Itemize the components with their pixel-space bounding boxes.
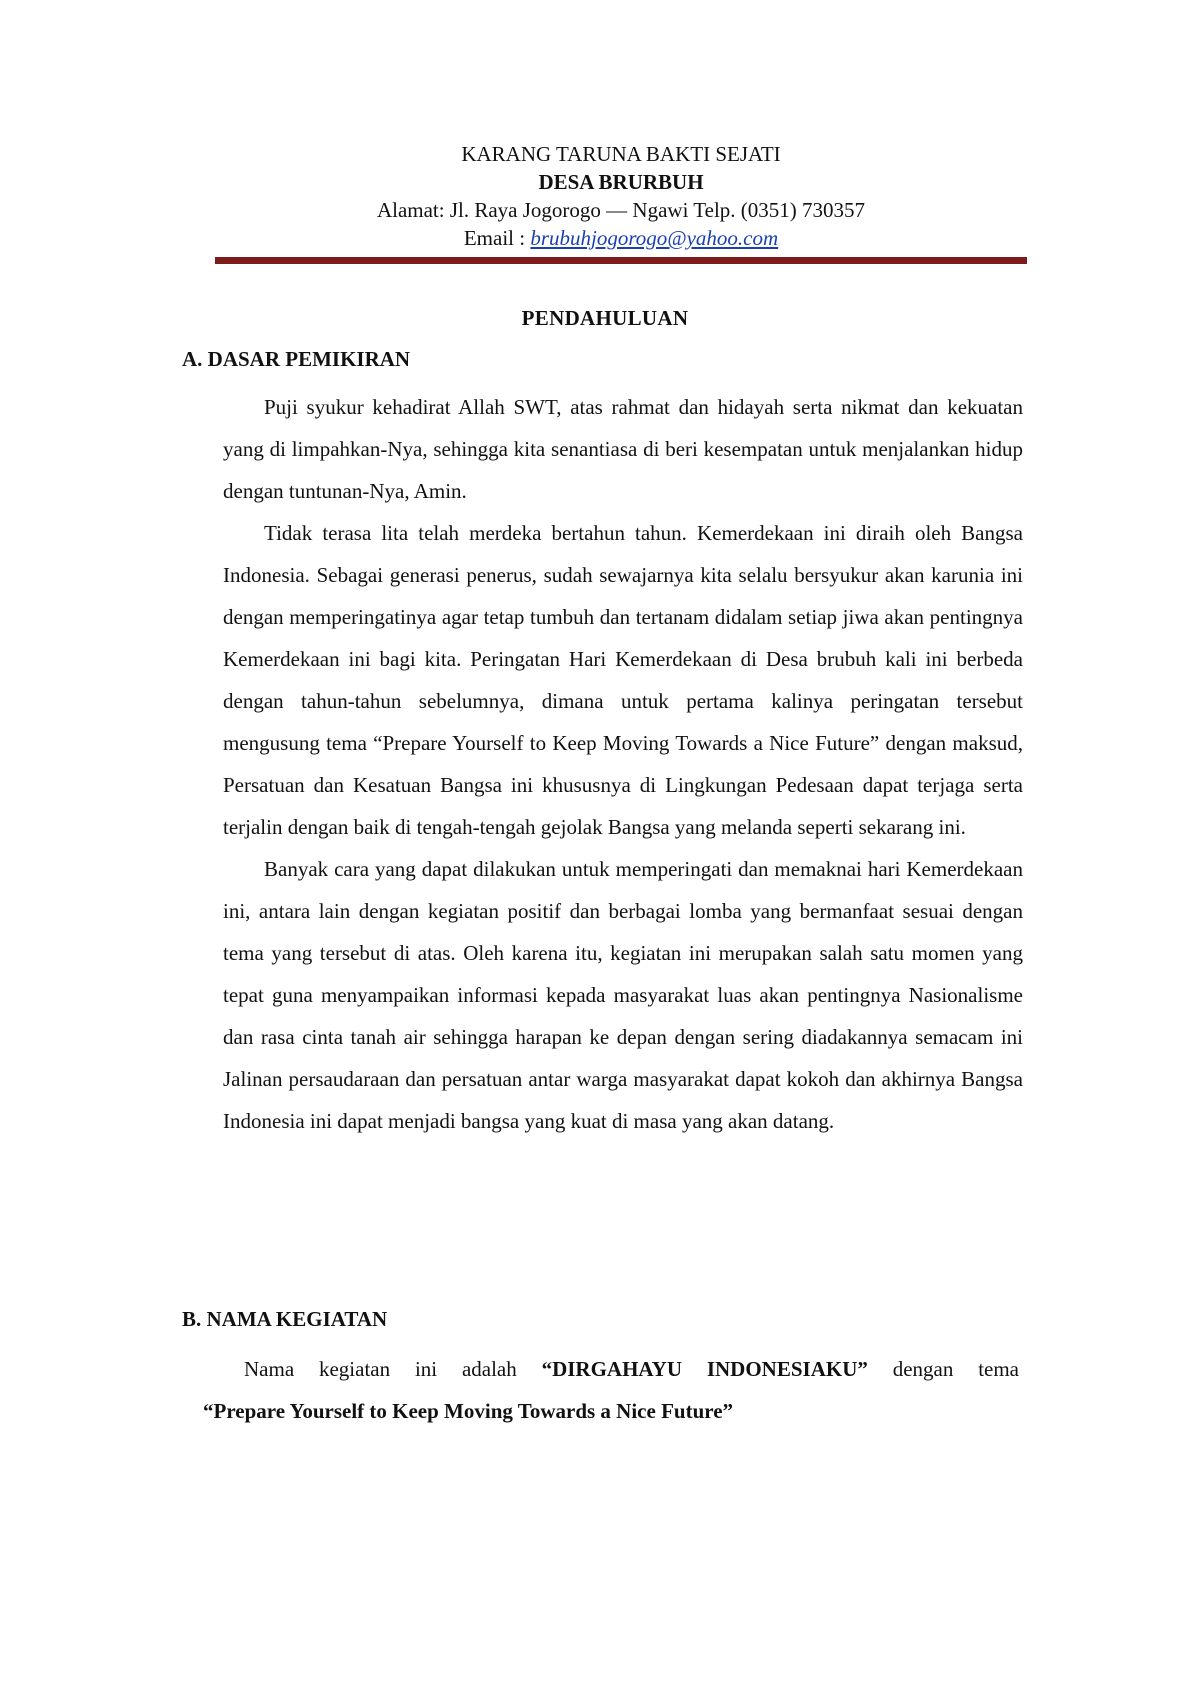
event-intro: Nama kegiatan ini adalah (244, 1357, 542, 1381)
paragraph-2: Tidak terasa lita telah merdeka bertahun tahun. Kemerdekaan ini diraih oleh Bangsa Indonesia. Sebagai generasi penerus, sudah sewajarnya kita selalu bersyukur akan karunia ini dengan memperingatinya agar tetap tumbuh dan tertanam didalam setiap jiwa akan pentingnya Kemerdekaan ini bagi kita. Peringatan Hari Kemerdekaan di Desa brubuh kali ini berbeda dengan tahun-tahun sebelumnya, dimana untuk pertama kalinya peringatan tersebut mengusung tema “Prepare Yourself to Keep Moving Towards a Nice Future” dengan maksud, Persatuan dan Kesatuan Bangsa ini khususnya di Lingkungan Pedesaan dapat terjaga serta terjalin dengan baik di tengah-tengah gejolak Bangsa yang melanda seperti sekarang ini. (223, 521, 1023, 839)
event-theme: “Prepare Yourself to Keep Moving Towards a Nice Future” (203, 1399, 734, 1423)
email-line (215, 224, 1027, 252)
paragraph-3: Banyak cara yang dapat dilakukan untuk memperingati dan memaknai hari Kemerdekaan ini, antara lain dengan kegiatan positif dan berbagai lomba yang bermanfaat sesuai dengan tema yang tersebut di atas. Oleh karena itu, kegiatan ini merupakan salah satu momen yang tepat guna menyampaikan informasi kepada masyarakat luas akan pentingnya Nasionalisme dan rasa cinta tanah air sehingga harapan ke depan dengan sering diadakannya semacam ini Jalinan persaudaraan dan persatuan antar warga masyarakat dapat kokoh dan akhirnya Bangsa Indonesia ini dapat menjadi bangsa yang kuat di masa yang akan datang. (223, 857, 1023, 1133)
section-a-heading: A. DASAR PEMIKIRAN (182, 347, 411, 371)
event-connector: dengan tema (867, 1357, 1020, 1381)
letterhead (215, 140, 1027, 252)
document-title: PENDAHULUAN (521, 306, 689, 330)
section-a-body (223, 386, 1023, 1142)
section-b-heading: B. NAMA KEGIATAN (182, 1307, 388, 1331)
paragraph-1: Puji syukur kehadirat Allah SWT, atas rahmat dan hidayah serta nikmat dan kekuatan yang di limpahkan-Nya, sehingga kita senantiasa di beri kesempatan untuk menjalankan hidup dengan tuntunan-Nya, Amin. (223, 395, 1023, 503)
email-link[interactable]: brubuhjogorogo@yahoo.com (530, 226, 779, 250)
letterhead-divider (215, 257, 1027, 264)
email-label: Email : (463, 226, 531, 250)
event-sentence (203, 1348, 1019, 1390)
event-name: “DIRGAHAYU INDONESIAKU” (541, 1357, 868, 1381)
village-name: DESA BRURBUH (538, 170, 704, 194)
org-name: KARANG TARUNA BAKTI SEJATI (461, 142, 781, 166)
address-line: Alamat: Jl. Raya Jogorogo — Ngawi Telp. (0351) 730357 (376, 198, 866, 222)
section-b-body (203, 1348, 1019, 1390)
